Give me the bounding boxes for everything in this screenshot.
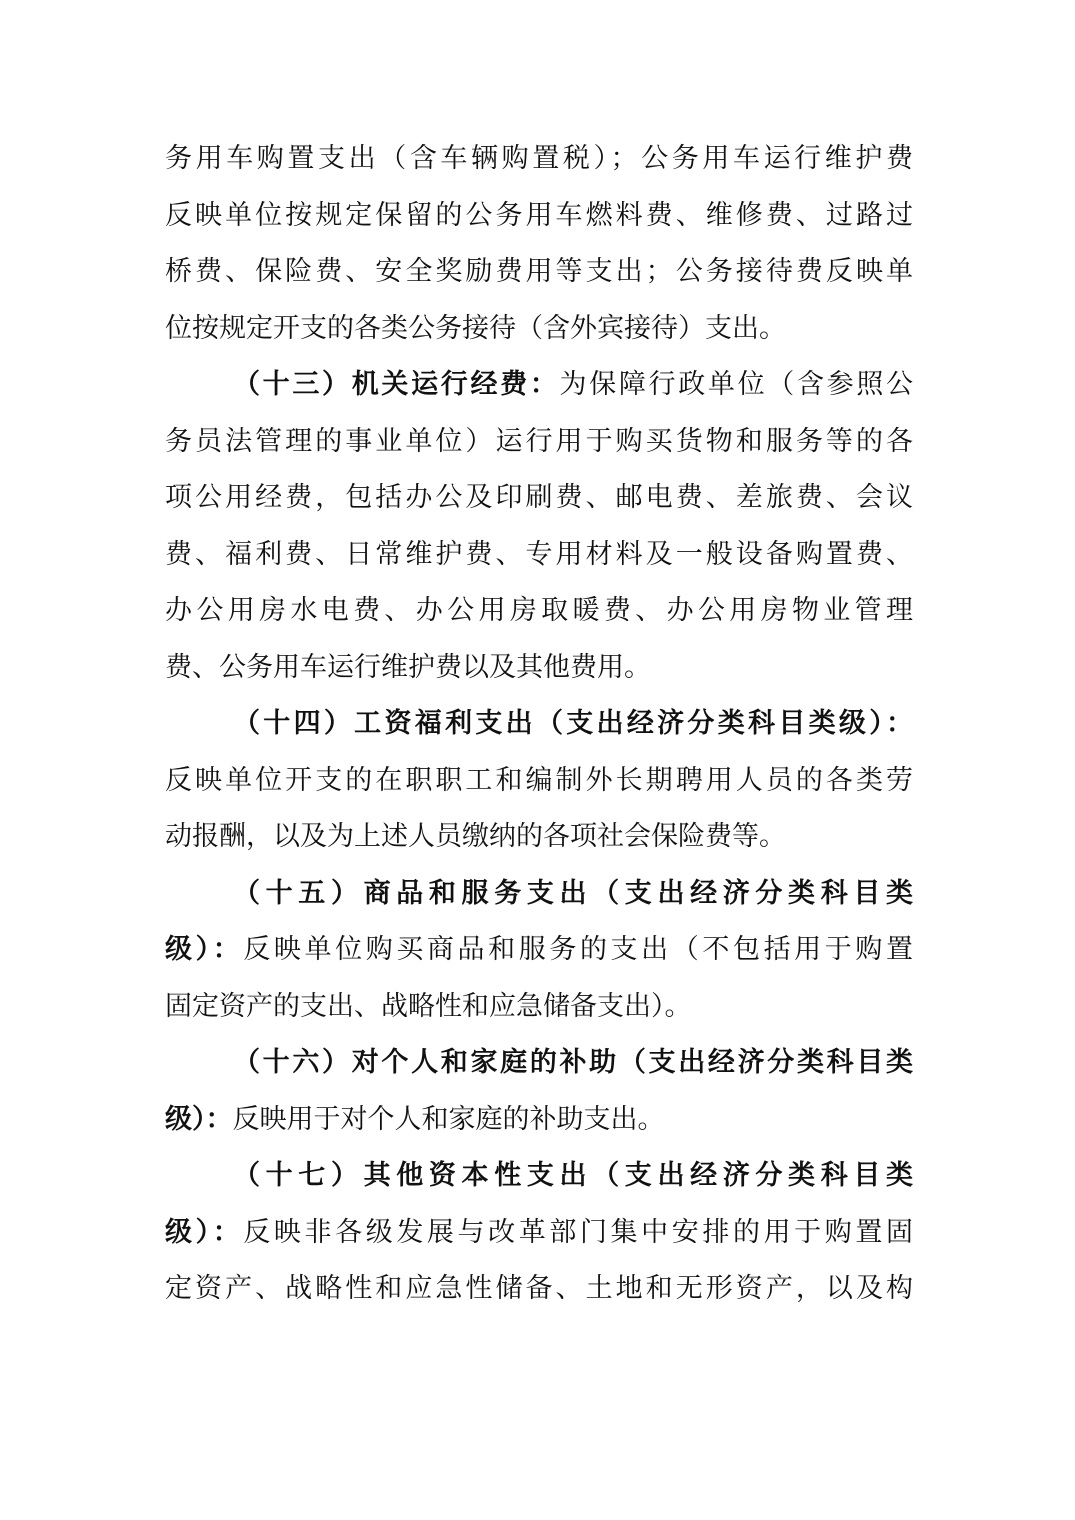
text-line: 反映单位开支的在职职工和编制外长期聘用人员的各类劳 <box>165 764 913 796</box>
section-heading-15-cont: 级）： <box>165 934 244 965</box>
text-line <box>165 1148 913 1205</box>
section-heading-17-cont: 级）： <box>165 1216 244 1248</box>
section-heading-16: （十六）对个人和家庭的补助（支出经济分类科目类 <box>233 1047 913 1078</box>
text-line: 反映单位按规定保留的公务用车燃料费、维修费、过路过 <box>165 199 913 231</box>
section-heading-16-cont: 级）： <box>165 1103 233 1135</box>
text-line: 务员法管理的事业单位）运行用于购买货物和服务等的各 <box>165 425 913 457</box>
text-run: 反映用于对个人和家庭的补助支出。 <box>232 1103 665 1135</box>
paragraph-continuation <box>165 131 913 357</box>
text-line: 定资产、战略性和应急性储备、土地和无形资产，以及构 <box>165 1273 913 1304</box>
text-line: 固定资产的支出、战略性和应急储备支出）。 <box>165 990 692 1022</box>
paragraph-14 <box>165 696 913 866</box>
text-line <box>165 1205 913 1262</box>
text-line: 桥费、保险费、安全奖励费用等支出；公务接待费反映单 <box>165 256 913 287</box>
text-line <box>165 1035 913 1092</box>
section-heading-15: （十五）商品和服务支出（支出经济分类科目类 <box>233 877 913 909</box>
text-line <box>165 866 913 923</box>
text-line: 办公用房水电费、办公用房取暖费、办公用房物业管理 <box>165 595 913 626</box>
text-line: 位按规定开支的各类公务接待（含外宾接待）支出。 <box>165 312 786 344</box>
paragraph-15 <box>165 866 913 1036</box>
section-heading-14: （十四）工资福利支出（支出经济分类科目类级）： <box>233 708 913 739</box>
text-run: 反映非各级发展与改革部门集中安排的用于购置固 <box>243 1216 913 1248</box>
text-line: 费、福利费、日常维护费、专用材料及一般设备购置费、 <box>165 538 913 570</box>
paragraph-16 <box>165 1035 913 1148</box>
text-line <box>165 922 913 979</box>
text-line: 动报酬，以及为上述人员缴纳的各项社会保险费等。 <box>165 821 786 852</box>
section-heading-13: （十三）机关运行经费： <box>233 369 560 400</box>
text-run: 反映单位购买商品和服务的支出（不包括用于购置 <box>243 934 913 965</box>
text-line <box>165 1092 913 1149</box>
paragraph-13 <box>165 357 913 696</box>
text-line <box>165 357 913 414</box>
text-line: 费、公务用车运行维护费以及其他费用。 <box>165 651 651 683</box>
section-heading-17: （十七）其他资本性支出（支出经济分类科目类 <box>233 1160 913 1191</box>
text-line <box>165 696 913 753</box>
text-line: 项公用经费，包括办公及印刷费、邮电费、差旅费、会议 <box>165 482 913 513</box>
text-run: 为保障行政单位（含参照公 <box>559 369 913 400</box>
document-body <box>165 131 913 1318</box>
paragraph-17 <box>165 1148 913 1318</box>
text-line: 务用车购置支出（含车辆购置税）；公务用车运行维护费 <box>165 143 913 174</box>
